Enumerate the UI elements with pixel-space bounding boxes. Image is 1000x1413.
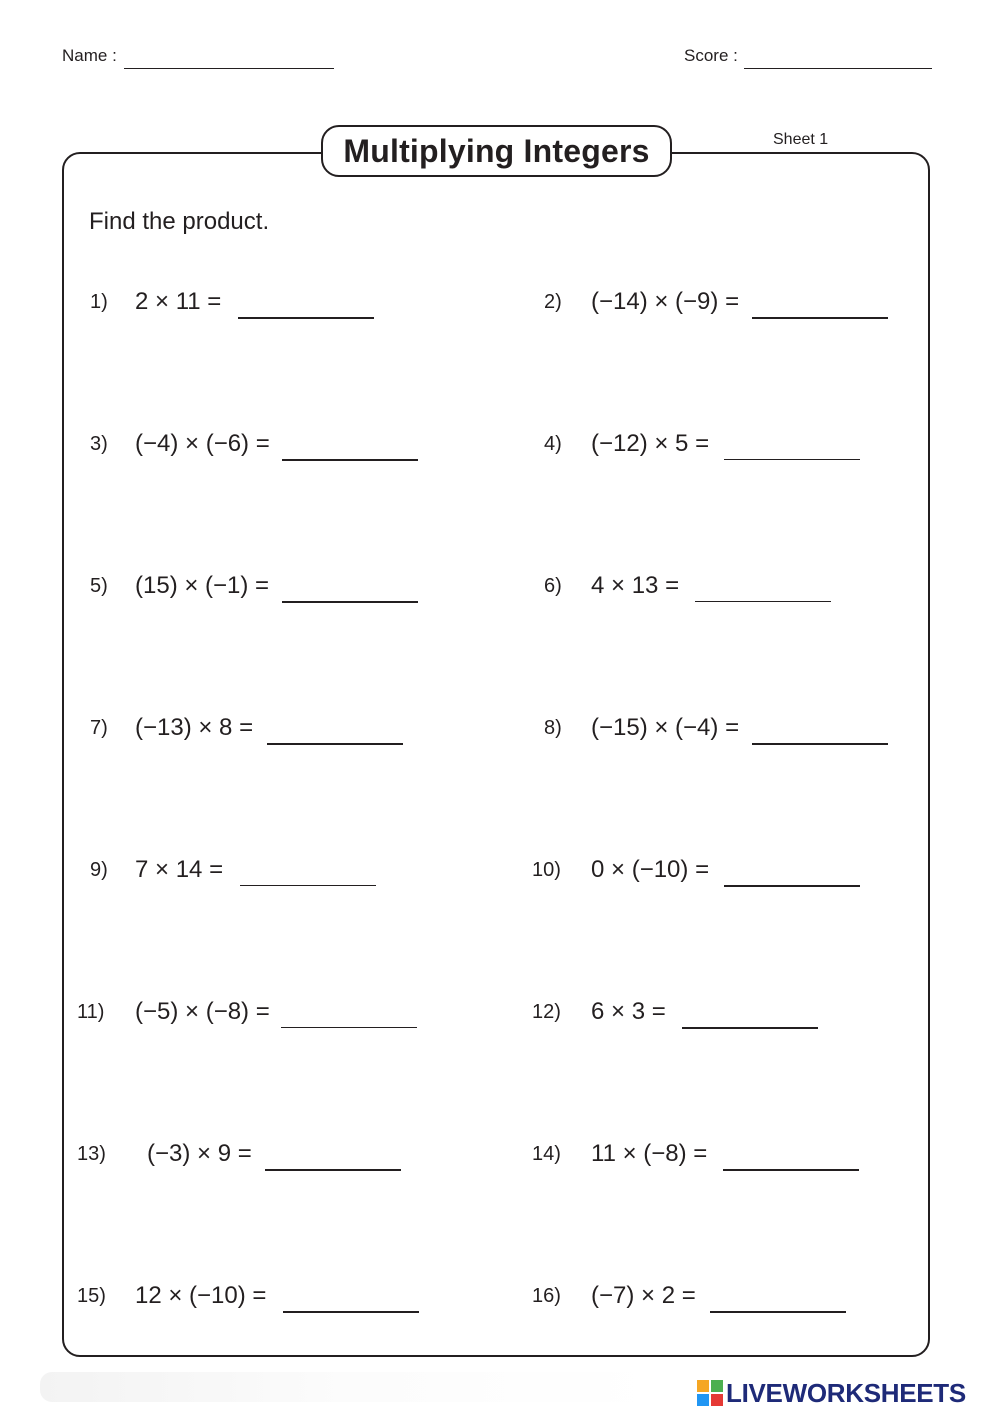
- sheet-label: Sheet 1: [773, 131, 829, 148]
- problem-number: 6): [544, 575, 562, 597]
- problem-expression: 4 × 13 =: [591, 572, 680, 599]
- problem-number: 2): [544, 291, 562, 313]
- problem-10: [0, 855, 1000, 895]
- answer-blank[interactable]: [752, 317, 888, 319]
- problem-number: 12): [532, 1001, 561, 1023]
- name-field[interactable]: [124, 68, 334, 69]
- problem-number: 15): [77, 1285, 106, 1307]
- problem-expression: 7 × 14 =: [135, 856, 224, 883]
- problem-number: 10): [532, 859, 561, 881]
- logo-square: [711, 1394, 723, 1406]
- answer-blank[interactable]: [724, 459, 860, 460]
- name-label: Name :: [62, 46, 117, 65]
- problem-expression: 0 × (−10) =: [591, 856, 710, 883]
- problem-number: 14): [532, 1143, 561, 1165]
- answer-blank[interactable]: [695, 601, 831, 602]
- score-field[interactable]: [744, 68, 932, 69]
- problem-number: 4): [544, 433, 562, 455]
- answer-blank[interactable]: [723, 1169, 859, 1171]
- problem-number: 13): [77, 1143, 106, 1165]
- watermark-smudge: [40, 1372, 660, 1402]
- problem-expression: (−15) × (−4) =: [591, 714, 740, 741]
- problem-expression: (−12) × 5 =: [591, 430, 710, 457]
- score-label: Score :: [684, 46, 738, 65]
- problem-expression: 11 × (−8) =: [591, 1140, 708, 1167]
- problem-number: 8): [544, 717, 562, 739]
- problem-14: [0, 1139, 1000, 1179]
- problem-number: 5): [90, 575, 108, 597]
- instruction: Find the product.: [89, 208, 270, 235]
- problem-expression: (−3) × 9 =: [147, 1140, 252, 1167]
- problem-expression: (15) × (−1) =: [135, 572, 270, 599]
- problem-number: 9): [90, 859, 108, 881]
- problem-expression: (−4) × (−6) =: [135, 430, 270, 457]
- logo-square: [711, 1380, 723, 1392]
- problem-12: [0, 997, 1000, 1037]
- brand-logo-icon: [697, 1380, 723, 1406]
- problem-2: [0, 287, 1000, 327]
- problem-expression: 12 × (−10) =: [135, 1282, 267, 1309]
- problem-number: 11): [77, 1001, 105, 1023]
- logo-square: [697, 1380, 709, 1392]
- logo-square: [697, 1394, 709, 1406]
- problem-expression: (−13) × 8 =: [135, 714, 254, 741]
- problem-expression: (−5) × (−8) =: [135, 998, 270, 1025]
- worksheet-title: Multiplying Integers: [321, 125, 672, 177]
- brand-name: LIVEWORKSHEETS: [726, 1377, 966, 1408]
- problem-number: 1): [90, 291, 108, 313]
- problem-expression: 2 × 11 =: [135, 288, 222, 315]
- problem-number: 3): [90, 433, 108, 455]
- answer-blank[interactable]: [682, 1027, 818, 1029]
- problem-expression: 6 × 3 =: [591, 998, 666, 1025]
- answer-blank[interactable]: [724, 885, 860, 887]
- problem-number: 7): [90, 717, 108, 739]
- problem-4: [0, 429, 1000, 469]
- problem-expression: (−7) × 2 =: [591, 1282, 696, 1309]
- answer-blank[interactable]: [752, 743, 888, 745]
- problem-number: 16): [532, 1285, 561, 1307]
- problem-6: [0, 571, 1000, 611]
- problem-8: [0, 713, 1000, 753]
- problem-expression: (−14) × (−9) =: [591, 288, 740, 315]
- brand-logo-link[interactable]: [697, 1378, 966, 1408]
- answer-blank[interactable]: [710, 1311, 846, 1313]
- problem-16: [0, 1281, 1000, 1321]
